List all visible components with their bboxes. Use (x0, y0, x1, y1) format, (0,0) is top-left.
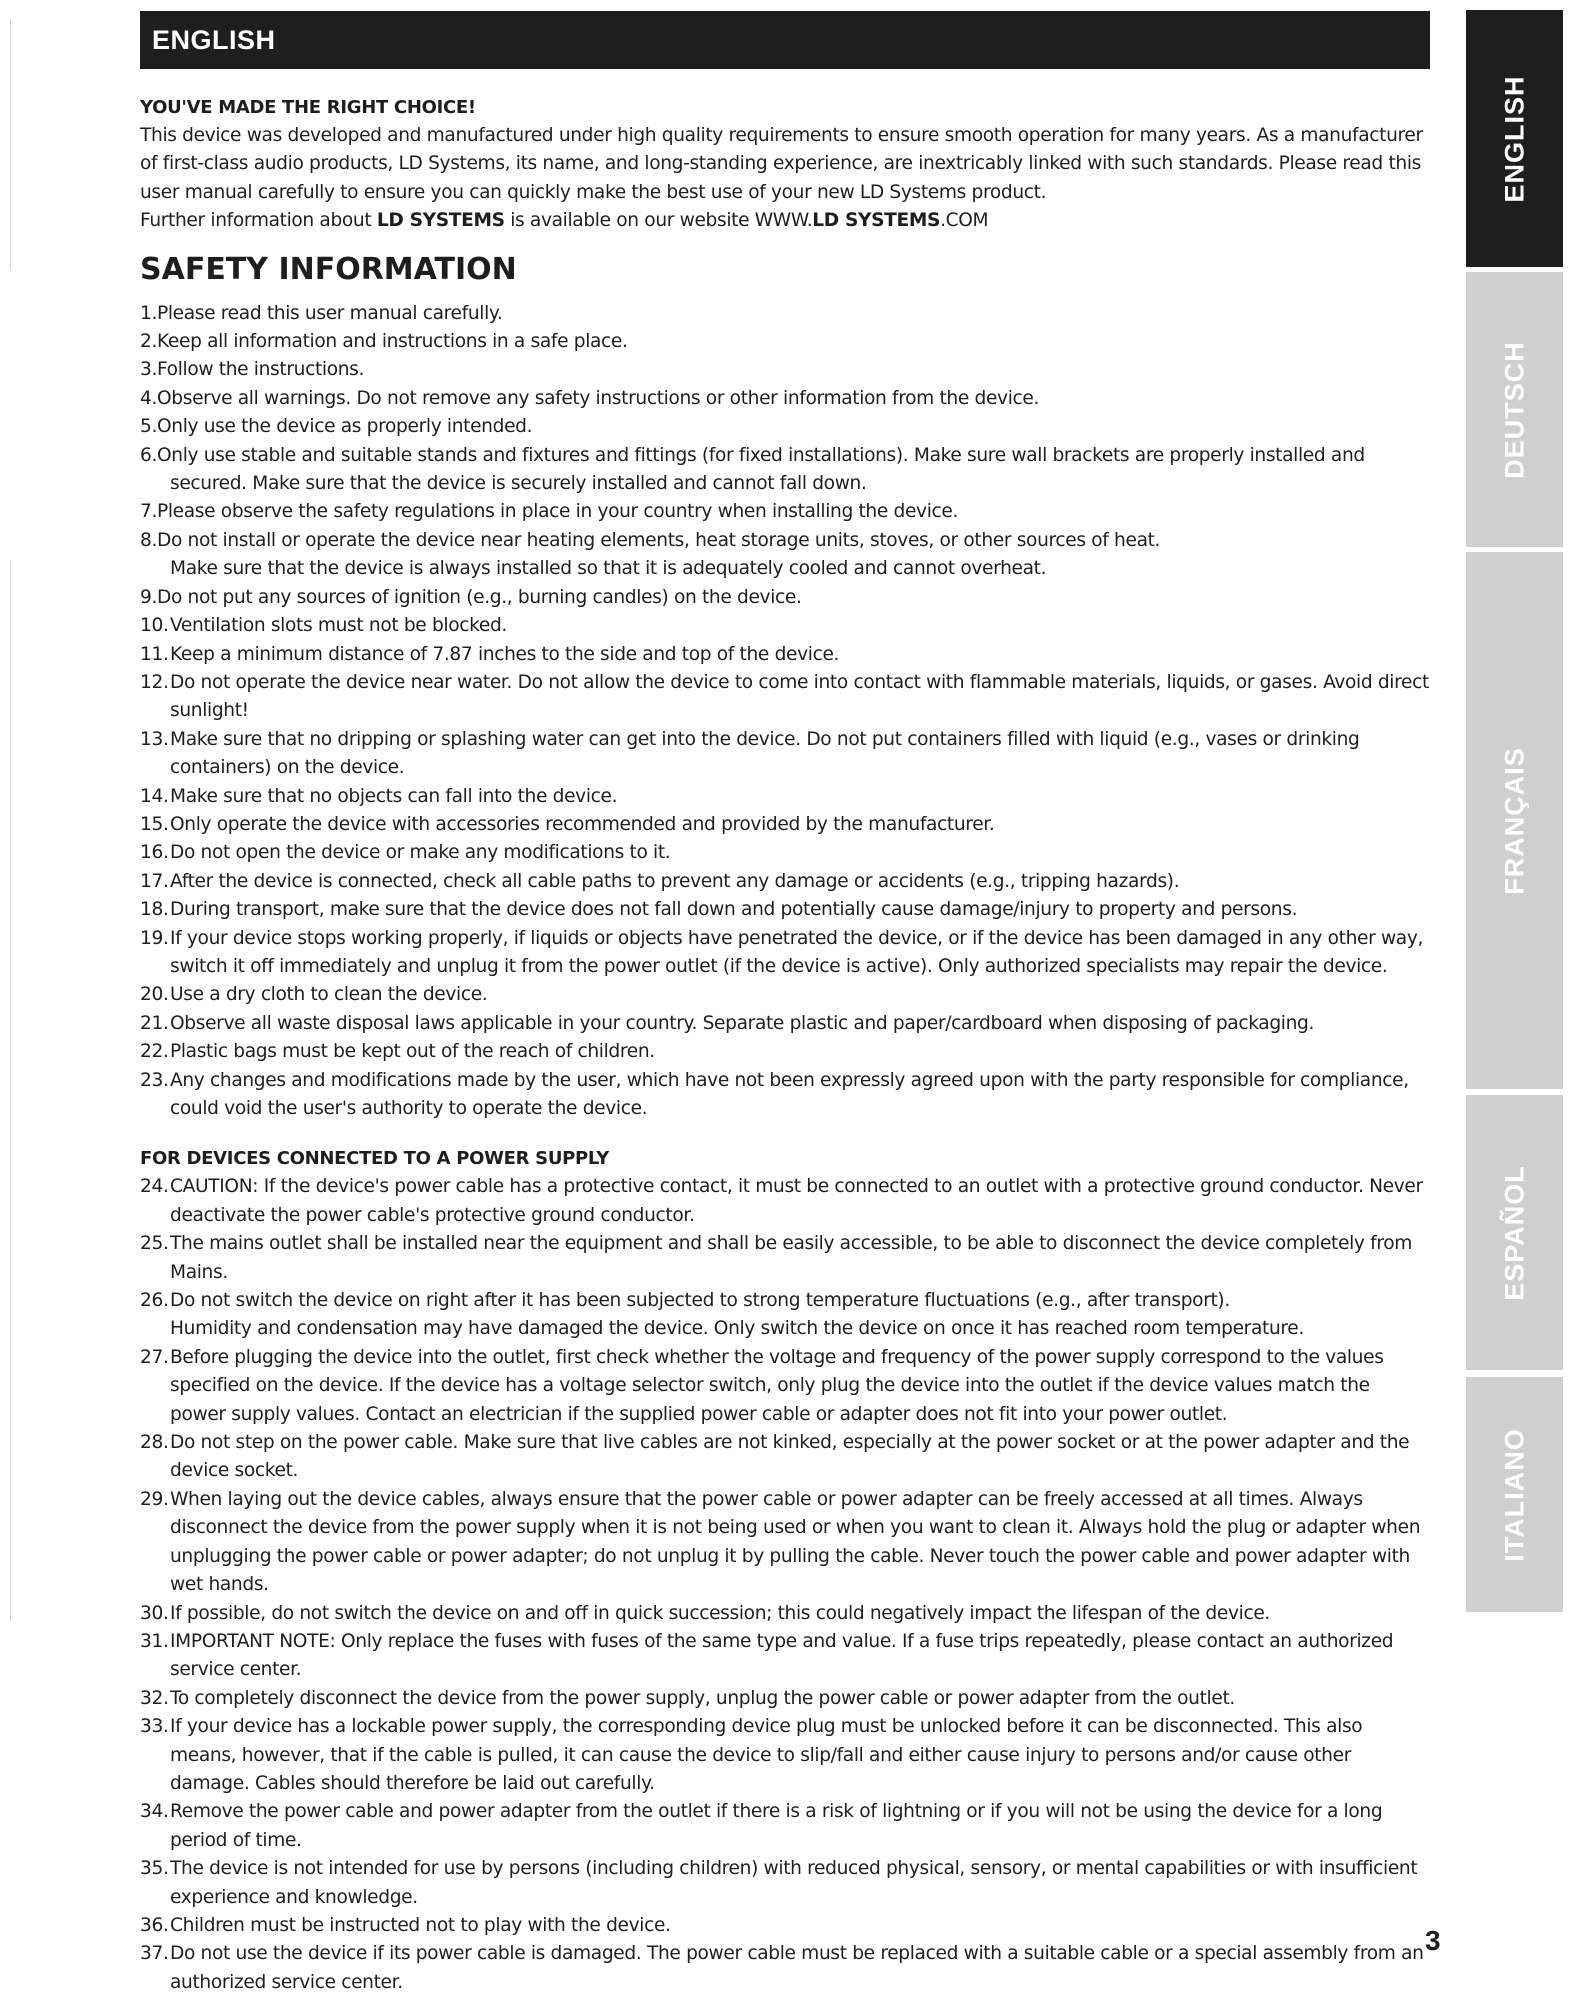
item-text: Children must be instructed not to play with the device. (170, 1914, 671, 1936)
brand-name: LD SYSTEMS (376, 210, 505, 232)
item-text: Only use stable and suitable stands and fixtures and fittings (for fixed installations). Make sure wall brackets are properly installed and secured. Make sure that the device is securely installed and cannot fall down. (157, 444, 1365, 495)
list-item (140, 442, 1430, 499)
item-number: 18. (140, 899, 169, 921)
list-item (140, 669, 1430, 726)
list-item (140, 726, 1430, 783)
intro-title: YOU'VE MADE THE RIGHT CHOICE! (140, 97, 476, 118)
item-number: 32. (140, 1687, 169, 1709)
item-text: Do not step on the power cable. Make sure that live cables are not kinked, especially at the power socket or at the power adapter and the device socket. (170, 1432, 1410, 1482)
item-number: 21. (140, 1012, 169, 1034)
item-text: Do not switch the device on right after it has been subjected to strong temperature fluctuations (e.g., after transport). (170, 1290, 1230, 1312)
item-text: Ventilation slots must not be blocked. (170, 615, 507, 637)
item-text: Keep all information and instructions in a safe place. (157, 331, 628, 353)
item-text: Observe all waste disposal laws applicable in your country. Separate plastic and paper/cardboard when disposing of packaging. (170, 1012, 1315, 1034)
item-text: After the device is connected, check all cable paths to prevent any damage or accidents (e.g., tripping hazards). (170, 870, 1180, 892)
list-item (140, 385, 1430, 413)
list-item (140, 783, 1430, 811)
item-number: 33. (140, 1716, 169, 1738)
item-text-continued: Make sure that the device is always installed so that it is adequately cooled and cannot overheat. (170, 558, 1047, 580)
item-text: Any changes and modifications made by the user, which have not been expressly agreed upon with the party responsible for compliance, could void the user's authority to operate the device. (170, 1069, 1409, 1119)
item-text: Only use the device as properly intended. (157, 416, 533, 438)
list-item (140, 1173, 1430, 1230)
list-item (140, 584, 1430, 612)
item-number: 20. (140, 984, 169, 1006)
item-text: The mains outlet shall be installed near the equipment and shall be easily accessible, to be able to disconnect the device completely from Mains. (170, 1233, 1412, 1283)
list-item (140, 328, 1430, 356)
item-number: 27. (140, 1346, 169, 1368)
main-content (140, 94, 1430, 1997)
tab-label: FRANÇAIS (1499, 746, 1529, 895)
list-item (140, 356, 1430, 384)
more-info-prefix: Further information about (140, 210, 377, 232)
safety-title: SAFETY INFORMATION (140, 251, 517, 287)
list-item (140, 925, 1430, 982)
list-item (140, 527, 1430, 584)
item-number: 37. (140, 1943, 169, 1965)
item-text: Do not install or operate the device near heating elements, heat storage units, stoves, or other sources of heat. (157, 529, 1161, 551)
item-text: Do not open the device or make any modifications to it. (170, 842, 671, 864)
list-item (140, 1287, 1430, 1344)
item-number: 8. (140, 529, 158, 551)
item-number: 5. (140, 416, 158, 438)
item-text: Do not put any sources of ignition (e.g., burning candles) on the device. (157, 586, 802, 608)
item-text: IMPORTANT NOTE: Only replace the fuses with fuses of the same type and value. If a fuse trips repeatedly, please contact an authorized service center. (170, 1630, 1394, 1681)
language-heading: ENGLISH (152, 25, 276, 55)
item-text: Before plugging the device into the outlet, first check whether the voltage and frequency of the power supply correspond to the values specified on the device. If the device has a voltage selector switch, only plug the device into the outlet if the device values match the power supply values. Contact an electrician if the supplied power cable or adapter does not fit into your power outlet. (170, 1346, 1384, 1425)
item-text: Keep a minimum distance of 7.87 inches to the side and top of the device. (170, 643, 840, 665)
item-text: If possible, do not switch the device on and off in quick succession; this could negatively impact the lifespan of the device. (170, 1602, 1270, 1624)
item-number: 9. (140, 586, 158, 608)
list-item (140, 1798, 1430, 1855)
page-edge-line (10, 560, 11, 1620)
power-list (140, 1173, 1430, 1997)
item-number: 10. (140, 615, 169, 637)
tab-english[interactable] (1466, 10, 1563, 267)
item-text: During transport, make sure that the device does not fall down and potentially cause damage/injury to property and persons. (170, 899, 1298, 921)
item-number: 1. (140, 302, 158, 324)
list-item (140, 1713, 1430, 1798)
list-item (140, 1486, 1430, 1600)
list-item (140, 839, 1430, 867)
power-title: FOR DEVICES CONNECTED TO A POWER SUPPLY (140, 1148, 610, 1170)
list-item (140, 811, 1430, 839)
item-text: Plastic bags must be kept out of the reach of children. (170, 1041, 655, 1063)
item-number: 29. (140, 1488, 169, 1510)
item-number: 13. (140, 728, 169, 750)
more-info-middle: is available on our website WWW. (504, 210, 813, 232)
item-number: 31. (140, 1630, 169, 1652)
list-item (140, 1940, 1430, 1997)
list-item (140, 896, 1430, 924)
item-text: If your device has a lockable power supply, the corresponding device plug must be unlocked before it can be disconnected. This also means, however, that if the cable is pulled, it can cause the device to slip/fall and either cause injury to persons and/or cause other damage. Cables should therefore be laid out carefully. (170, 1716, 1363, 1794)
list-item (140, 612, 1430, 640)
item-number: 34. (140, 1801, 169, 1823)
item-text: CAUTION: If the device's power cable has a protective contact, it must be connected to an outlet with a protective ground conductor. Never deactivate the power cable's protective ground conductor. (170, 1176, 1423, 1226)
list-item (140, 1685, 1430, 1713)
item-text: To completely disconnect the device from the power supply, unplug the power cable or power adapter from the outlet. (170, 1687, 1235, 1709)
tab-espanol[interactable] (1466, 1095, 1563, 1370)
item-text: Remove the power cable and power adapter from the outlet if there is a risk of lightning or if you will not be using the device for a long period of time. (170, 1801, 1383, 1851)
item-text: When laying out the device cables, always ensure that the power cable or power adapter can be freely accessed at all times. Always disconnect the device from the power supply when it is not being used or when you want to clean it. Always hold the plug or adapter when unplugging the power cable or power adapter; do not unplug it by pulling the cable. Never touch the power cable and power adapter with wet hands. (170, 1488, 1421, 1596)
list-item (140, 1067, 1430, 1124)
tab-francais[interactable] (1466, 552, 1563, 1089)
item-number: 24. (140, 1176, 169, 1198)
item-number: 23. (140, 1069, 169, 1091)
item-text: Observe all warnings. Do not remove any safety instructions or other information from the device. (157, 387, 1040, 409)
item-text: Make sure that no objects can fall into the device. (170, 785, 618, 807)
tab-italiano[interactable] (1466, 1377, 1563, 1612)
item-number: 2. (140, 331, 158, 353)
item-text: Follow the instructions. (157, 359, 365, 381)
item-number: 25. (140, 1233, 169, 1255)
list-item (140, 413, 1430, 441)
item-number: 15. (140, 813, 169, 835)
item-text: The device is not intended for use by persons (including children) with reduced physical, sensory, or mental capabilities or with insufficient experience and knowledge. (170, 1858, 1418, 1908)
item-text-continued: Humidity and condensation may have damaged the device. Only switch the device on once it has reached room temperature. (170, 1318, 1304, 1340)
item-number: 19. (140, 927, 169, 949)
item-text: Please read this user manual carefully. (157, 302, 503, 324)
list-item (140, 300, 1430, 328)
language-heading-bar (140, 11, 1430, 69)
website-brand: LD SYSTEMS (812, 210, 941, 232)
item-text: Do not operate the device near water. Do not allow the device to come into contact with flammable materials, liquids, or gases. Avoid direct sunlight! (170, 671, 1429, 722)
item-number: 28. (140, 1432, 169, 1454)
list-item (140, 1855, 1430, 1912)
list-item (140, 1628, 1430, 1685)
item-number: 22. (140, 1041, 169, 1063)
page-edge-line (10, 20, 11, 270)
item-number: 26. (140, 1290, 169, 1312)
item-number: 4. (140, 387, 158, 409)
item-number: 7. (140, 501, 158, 523)
item-text: Only operate the device with accessories recommended and provided by the manufacturer. (170, 813, 995, 835)
item-number: 14. (140, 785, 169, 807)
item-number: 30. (140, 1602, 169, 1624)
item-text: Make sure that no dripping or splashing water can get into the device. Do not put containers filled with liquid (e.g., vases or drinking containers) on the device. (170, 728, 1360, 779)
item-text: Use a dry cloth to clean the device. (170, 984, 488, 1006)
item-number: 12. (140, 671, 169, 693)
website-suffix: .COM (940, 210, 989, 232)
tab-label: ENGLISH (1499, 74, 1529, 203)
list-item (140, 498, 1430, 526)
item-number: 11. (140, 643, 169, 665)
item-text: Do not use the device if its power cable is damaged. The power cable must be replaced with a suitable cable or a special assembly from an authorized service center. (170, 1943, 1424, 1993)
item-number: 17. (140, 870, 169, 892)
item-number: 3. (140, 359, 158, 381)
list-item (140, 641, 1430, 669)
list-item (140, 981, 1430, 1009)
list-item (140, 1230, 1430, 1287)
list-item (140, 1912, 1430, 1940)
tab-label: ESPAÑOL (1499, 1164, 1529, 1301)
tab-deutsch[interactable] (1466, 272, 1563, 547)
item-text: Please observe the safety regulations in place in your country when installing the device. (157, 501, 959, 523)
intro-more-info (140, 207, 1430, 235)
safety-list (140, 300, 1430, 1124)
item-number: 35. (140, 1858, 169, 1880)
list-item (140, 868, 1430, 896)
tab-label: DEUTSCH (1499, 340, 1529, 479)
list-item (140, 1429, 1430, 1486)
list-item (140, 1038, 1430, 1066)
item-number: 16. (140, 842, 169, 864)
tab-label: ITALIANO (1499, 1427, 1529, 1562)
list-item (140, 1344, 1430, 1429)
item-number: 6. (140, 444, 158, 466)
list-item (140, 1010, 1430, 1038)
page-number: 3 (1425, 1925, 1441, 1956)
item-number: 36. (140, 1914, 169, 1936)
item-text: If your device stops working properly, if liquids or objects have penetrated the device, or if the device has been damaged in any other way, switch it off immediately and unplug it from the power outlet (if the device is active). Only authorized specialists may repair the device. (170, 927, 1424, 977)
list-item (140, 1600, 1430, 1628)
intro-paragraph: This device was developed and manufactured under high quality requirements to ensure smooth operation for many years. As a manufacturer of first-class audio products, LD Systems, its name, and long-standing experience, are inextricably linked with such standards. Please read this user manual carefully to ensure you can quickly make the best use of your new LD Systems product. (140, 125, 1423, 203)
